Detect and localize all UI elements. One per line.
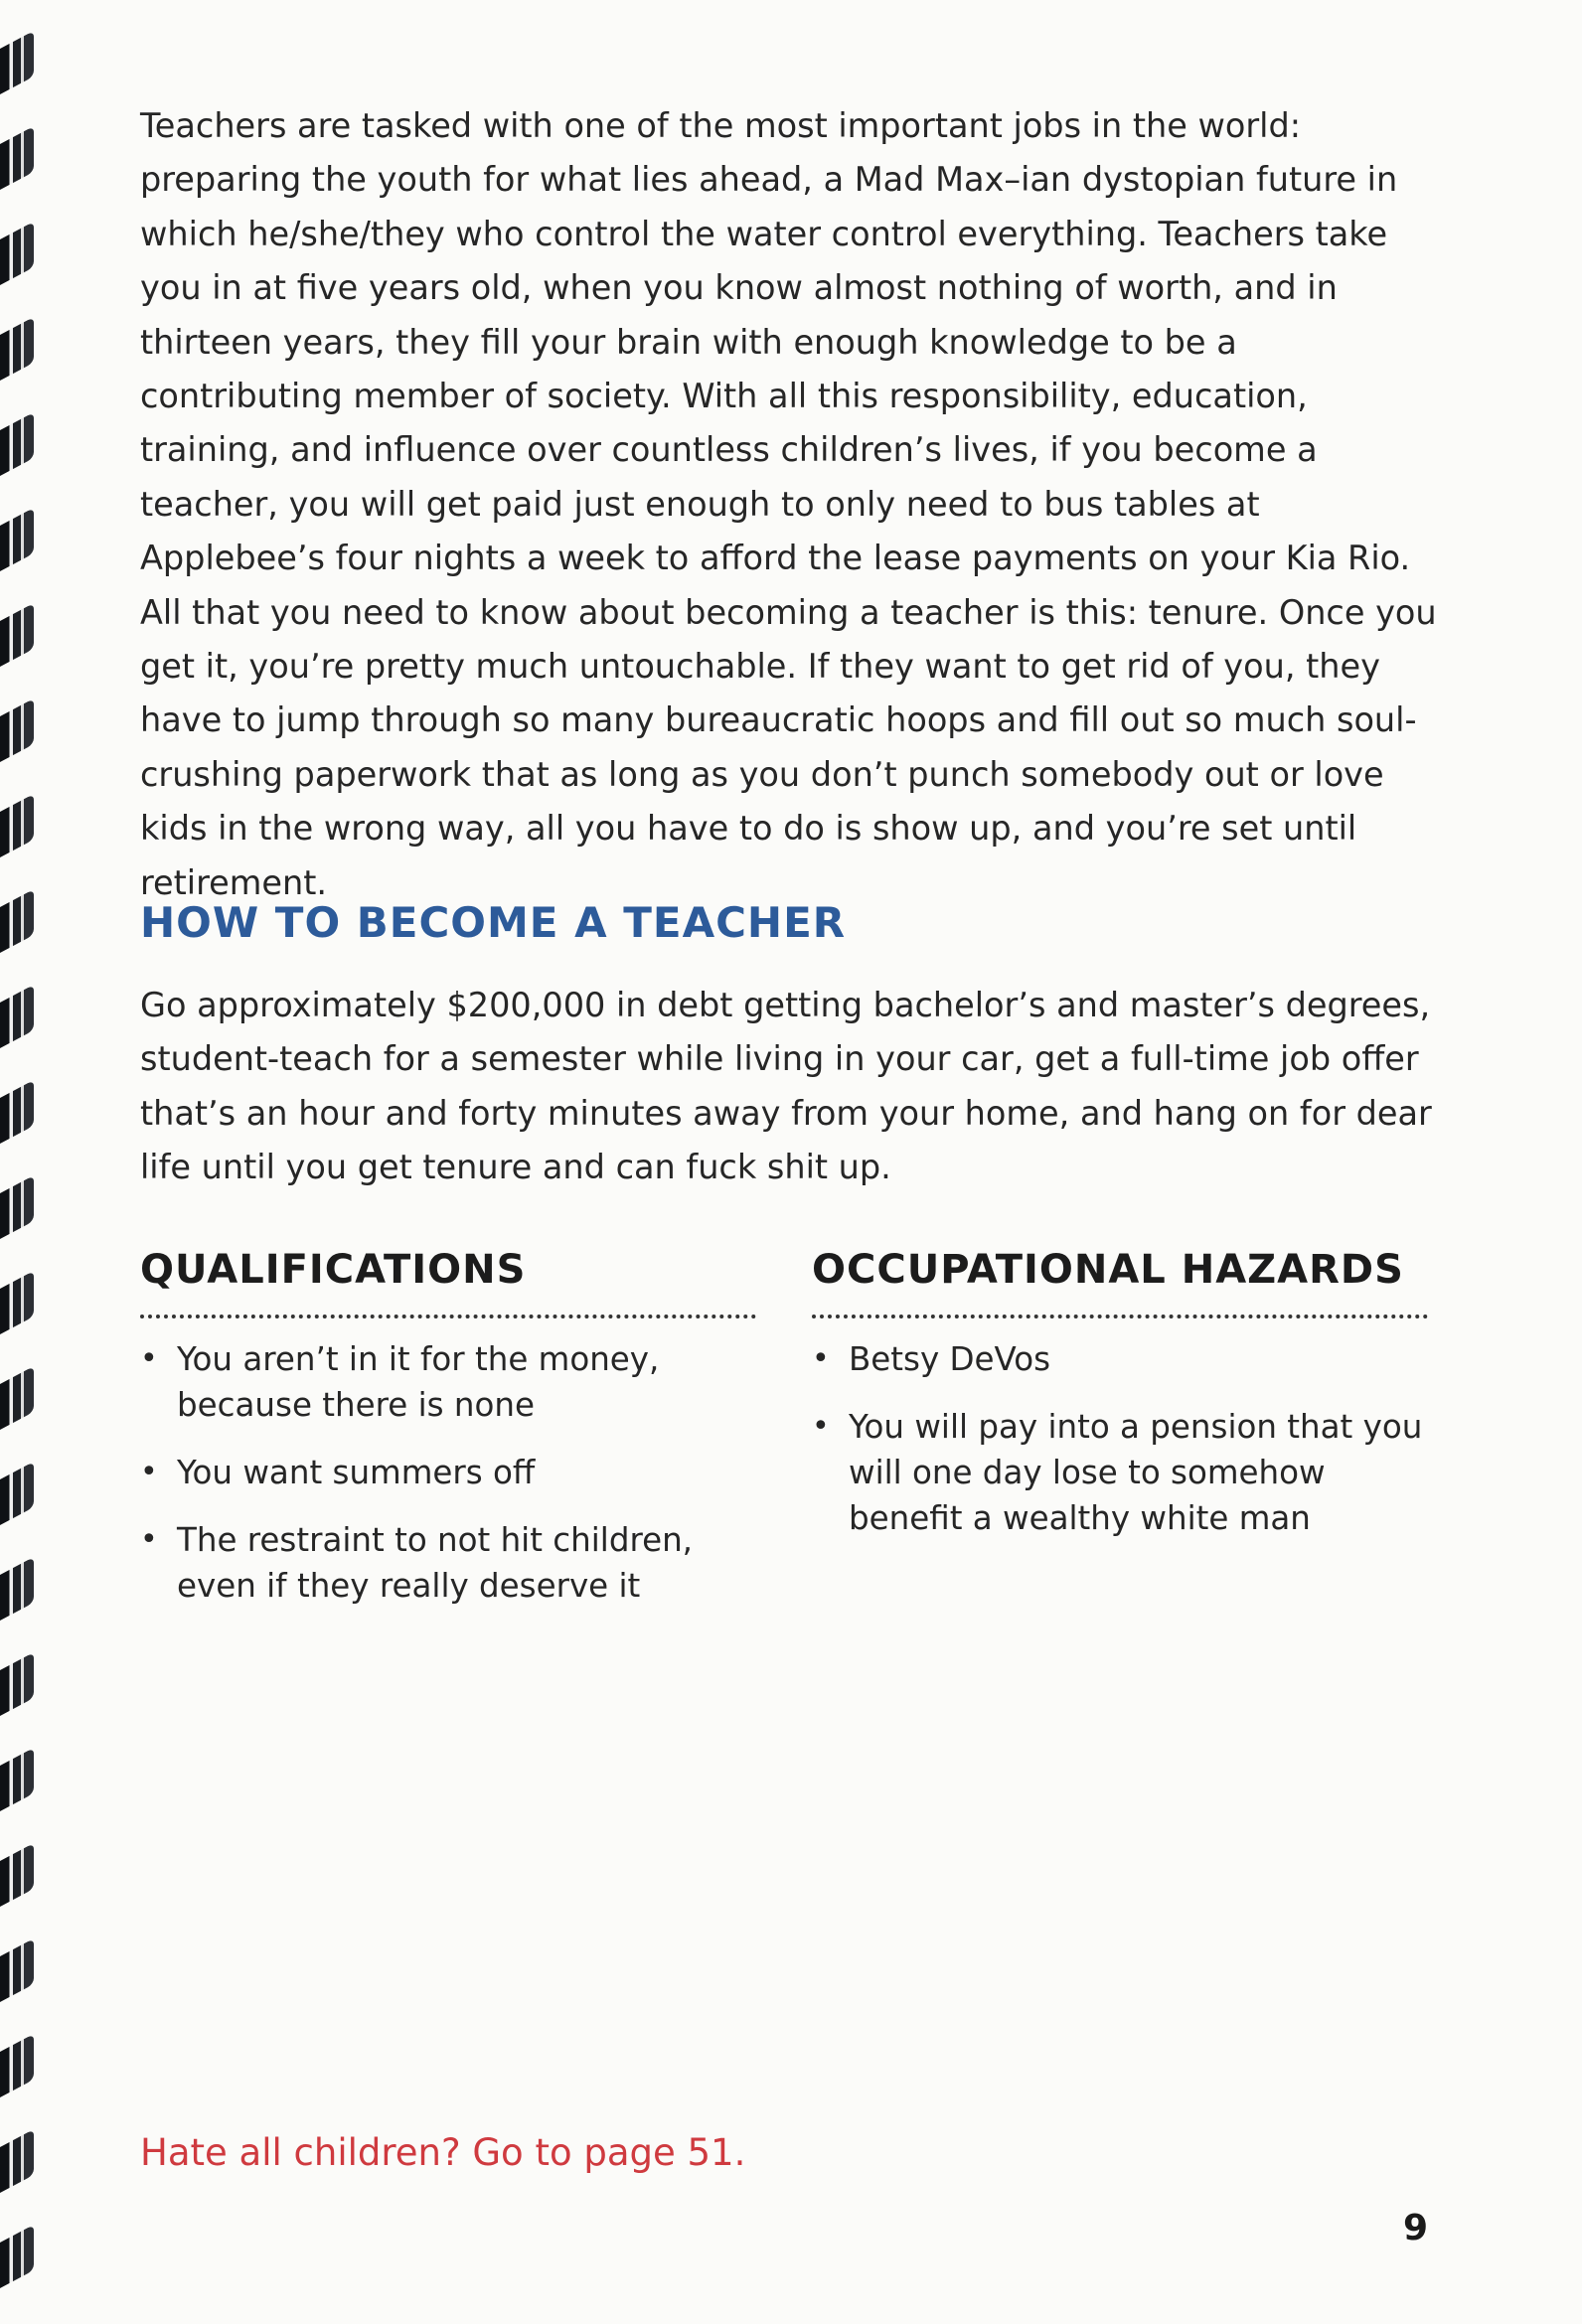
list-item <box>140 1336 756 1428</box>
spiral-coil <box>0 1366 34 1430</box>
spiral-coil <box>0 317 34 381</box>
spiral-coil <box>0 2129 34 2193</box>
hazards-list <box>812 1336 1428 1541</box>
spiral-coil <box>0 1557 34 1621</box>
hazards-column <box>812 1247 1428 1563</box>
section-title-how-to: HOW TO BECOME A TEACHER <box>140 898 847 947</box>
list-item-text: You will pay into a pension that you will one day lose to somehow benefit a wealthy white man <box>849 1408 1423 1537</box>
spiral-coil <box>0 2034 34 2097</box>
spiral-binding <box>0 40 40 2305</box>
spiral-coil <box>0 1652 34 1716</box>
spiral-coil <box>0 603 34 667</box>
qualifications-title: QUALIFICATIONS <box>140 1247 527 1293</box>
bullet-icon: • <box>140 1455 158 1489</box>
list-item <box>140 1517 756 1609</box>
dotted-divider <box>812 1315 1428 1318</box>
spiral-coil <box>0 889 34 953</box>
spiral-coil <box>0 1175 34 1239</box>
intro-section <box>140 99 1437 910</box>
list-item-text: Betsy DeVos <box>849 1340 1051 1378</box>
list-item-text: The restraint to not hit children, even if they really deserve it <box>177 1521 694 1605</box>
spiral-coil <box>0 126 34 190</box>
intro-paragraph: Teachers are tasked with one of the most important jobs in the world: preparing the youth for what lies ahead, a Mad Max–ian dystopian future in which he/she/they who control the water control everything. Teachers take you in at five years old, when you know almost nothing of worth, and in thirteen years, they fill your brain with enough knowledge to be a contributing member of society. With all this responsibility, education, training, and influence over countless children’s lives, if you become a teacher, you will get paid just enough to only need to bus tables at Applebee’s four nights a week to afford the lease payments on your Kia Rio. All that you need to know about becoming a teacher is this: tenure. Once you get it, you’re pretty much untouchable. If they want to get rid of you, they have to jump through so many bureaucratic hoops and fill out so much soul-crushing paperwork that as long as you don’t punch somebody out or love kids in the wrong way, all you have to do is show up, and you’re set until retirement. <box>140 106 1437 902</box>
spiral-coil <box>0 1080 34 1144</box>
qualifications-list <box>140 1336 756 1609</box>
spiral-coil <box>0 1748 34 1811</box>
spiral-coil <box>0 985 34 1048</box>
bullet-icon: • <box>140 1522 158 1557</box>
spiral-coil <box>0 1462 34 1525</box>
dotted-divider <box>140 1315 756 1318</box>
list-item <box>812 1404 1428 1541</box>
hazards-title: OCCUPATIONAL HAZARDS <box>812 1247 1404 1293</box>
spiral-coil <box>0 2225 34 2288</box>
spiral-coil <box>0 1843 34 1907</box>
spiral-coil <box>0 222 34 285</box>
how-to-paragraph: Go approximately $200,000 in debt getting bachelor’s and master’s degrees, student-teach for a semester while living in your car, get a full-time job offer that’s an hour and forty minutes away from your home, and hang on for dear life until you get tenure and can fuck shit up. <box>140 986 1432 1187</box>
spiral-coil <box>0 794 34 857</box>
spiral-coil <box>0 1271 34 1334</box>
list-item-text: You aren’t in it for the money, because there is none <box>177 1340 660 1424</box>
spiral-coil <box>0 698 34 762</box>
list-item <box>812 1336 1428 1382</box>
spiral-coil <box>0 412 34 476</box>
list-item <box>140 1450 756 1495</box>
list-item-text: You want summers off <box>177 1454 536 1491</box>
bullet-icon: • <box>140 1341 158 1376</box>
bullet-icon: • <box>812 1341 830 1376</box>
qualifications-column <box>140 1247 756 1630</box>
page-number: 9 <box>1403 2208 1429 2248</box>
bullet-icon: • <box>812 1409 830 1444</box>
spiral-coil <box>0 1938 34 2002</box>
spiral-coil <box>0 508 34 571</box>
cross-reference-link[interactable]: Hate all children? Go to page 51. <box>140 2131 746 2174</box>
spiral-coil <box>0 31 34 94</box>
